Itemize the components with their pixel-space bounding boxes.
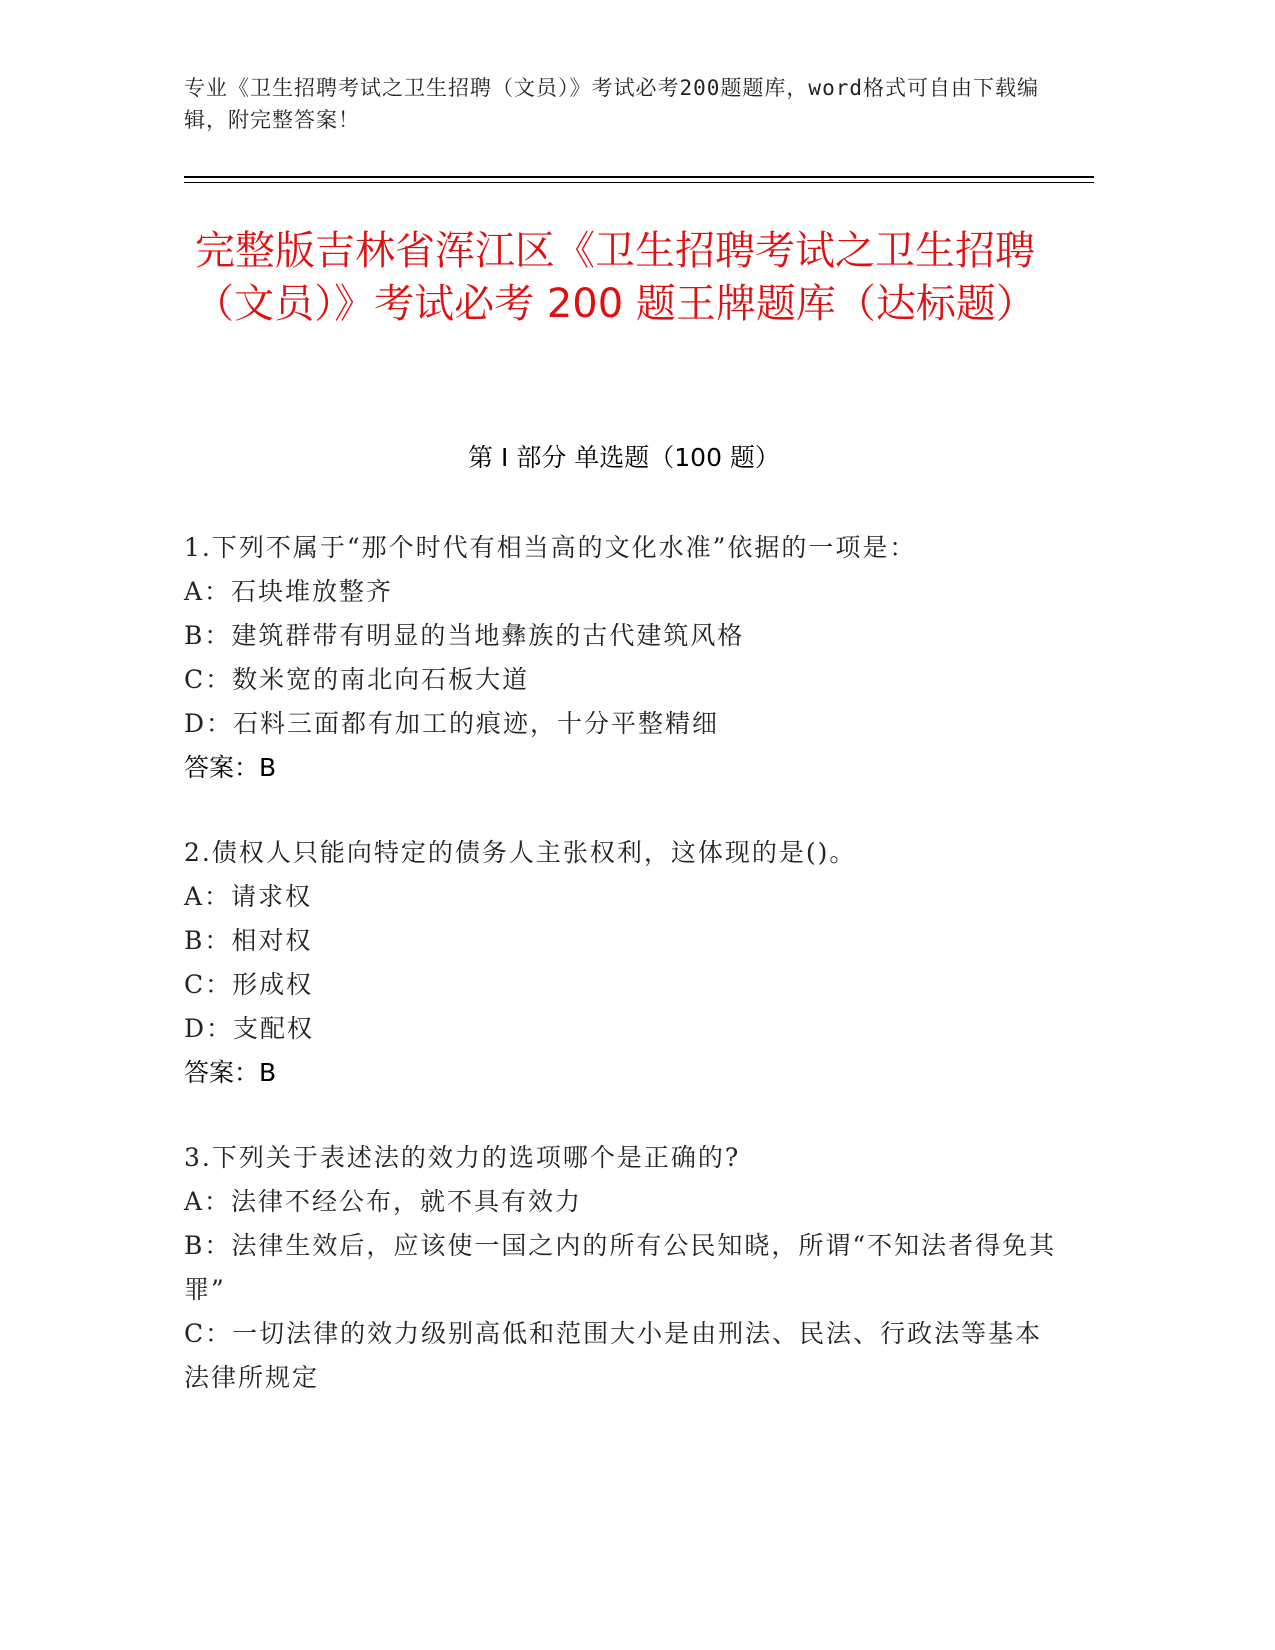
header-divider — [184, 176, 1094, 178]
question-stem: 3.下列关于表述法的效力的选项哪个是正确的? — [184, 1143, 741, 1172]
answer-option: B：法律生效后，应该使一国之内的所有公民知晓，所谓“不知法者得免其罪” — [184, 1231, 1057, 1304]
answer-option: C：一切法律的效力级别高低和范围大小是由刑法、民法、行政法等基本法律所规定 — [184, 1319, 1043, 1392]
header-divider-thin — [184, 182, 1094, 183]
answer-option: C：数米宽的南北向石板大道 — [184, 665, 530, 694]
answer-option: B：相对权 — [184, 926, 313, 955]
answer-option: C：形成权 — [184, 970, 314, 999]
question-3 — [184, 1136, 1064, 1400]
answer-option: A：请求权 — [184, 882, 313, 911]
question-list — [184, 526, 1064, 1441]
question-stem: 2.债权人只能向特定的债务人主张权利，这体现的是()。 — [184, 838, 857, 867]
answer-option: A：石块堆放整齐 — [184, 577, 394, 606]
answer-key: 答案：B — [184, 1058, 277, 1087]
answer-option: D：石料三面都有加工的痕迹，十分平整精细 — [184, 709, 720, 738]
question-2 — [184, 831, 1064, 1095]
question-1 — [184, 526, 1064, 790]
answer-option: A：法律不经公布，就不具有效力 — [184, 1187, 583, 1216]
section-title: 第 I 部分 单选题（100 题） — [468, 443, 780, 472]
intro-text: 专业《卫生招聘考试之卫生招聘（文员）》考试必考200题题库，word格式可自由下载编辑，附完整答案！ — [184, 76, 1039, 132]
document-title: 完整版吉林省浑江区《卫生招聘考试之卫生招聘（文员）》考试必考 200 题王牌题库（达标题） — [194, 228, 1036, 327]
question-stem: 1.下列不属于“那个时代有相当高的文化水准”依据的一项是： — [184, 533, 917, 562]
answer-option: B：建筑群带有明显的当地彝族的古代建筑风格 — [184, 621, 745, 650]
answer-option: D：支配权 — [184, 1014, 315, 1043]
answer-key: 答案：B — [184, 753, 277, 782]
